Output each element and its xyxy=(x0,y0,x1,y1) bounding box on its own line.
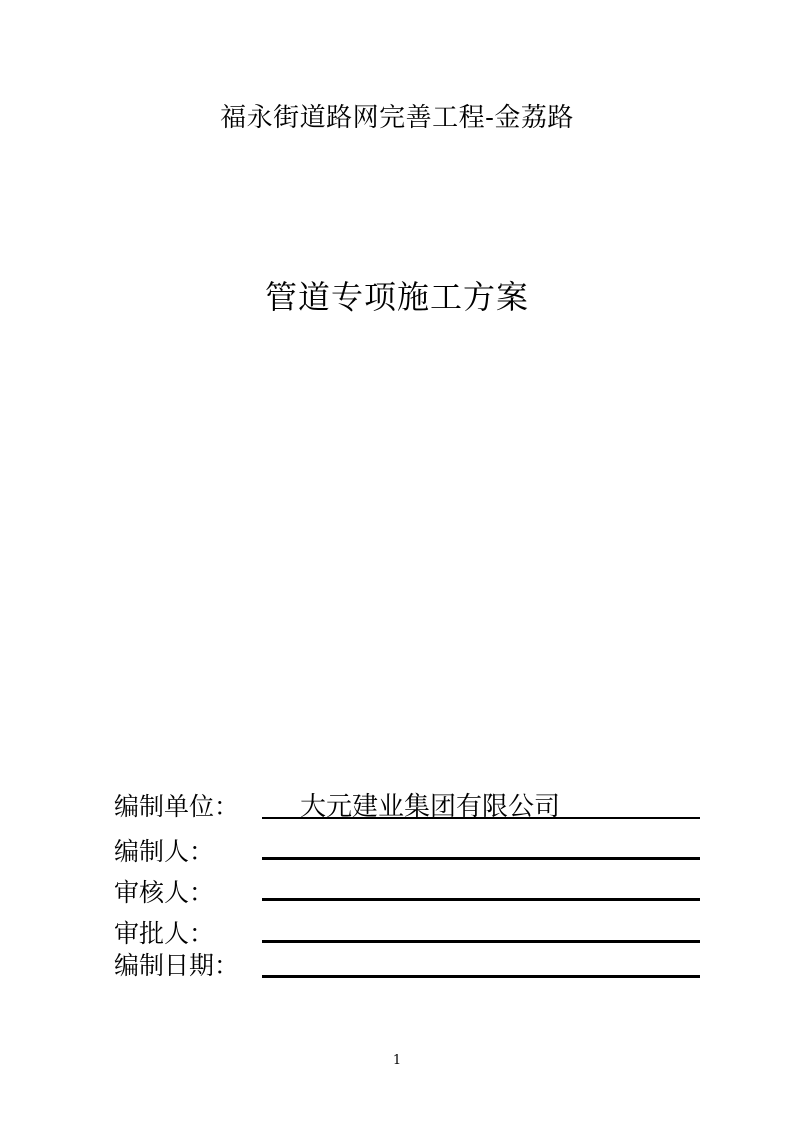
project-title: 福永街道路网完善工程-金荔路 xyxy=(220,103,574,133)
reviewer-underline xyxy=(262,898,700,901)
page-number: 1 xyxy=(392,1053,402,1068)
approver-underline xyxy=(262,940,700,943)
approver-label: 审批人： xyxy=(114,919,215,948)
compile-date-label: 编制日期： xyxy=(114,951,240,980)
compiling-unit-underline xyxy=(262,817,700,819)
compiler-underline xyxy=(262,857,700,860)
document-title: 管道专项施工方案 xyxy=(264,278,529,316)
compiler-label: 编制人： xyxy=(114,837,215,866)
compile-date-underline xyxy=(262,975,700,978)
compiling-unit-value: 大元建业集团有限公司 xyxy=(300,792,561,822)
compiling-unit-label: 编制单位： xyxy=(114,792,240,821)
reviewer-label: 审核人： xyxy=(114,878,215,907)
